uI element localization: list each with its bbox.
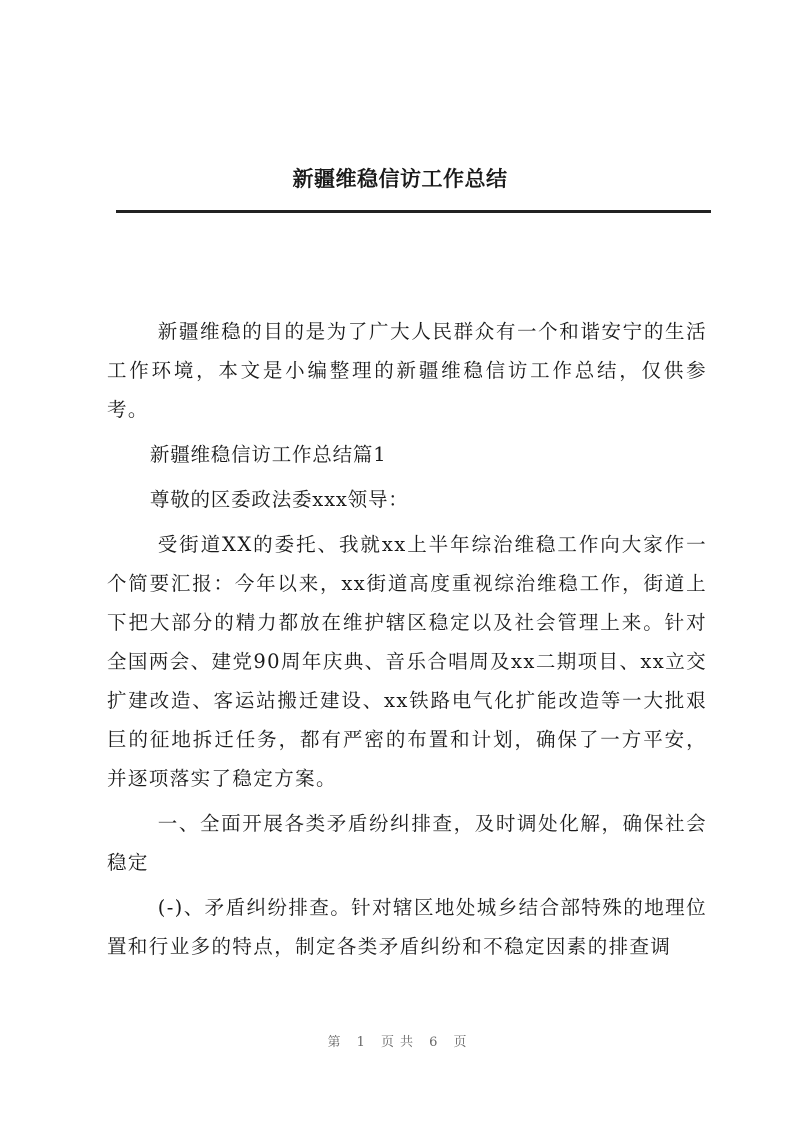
document-body <box>107 312 707 972</box>
report-paragraph: 受街道XX的委托、我就xx上半年综治维稳工作向大家作一个简要汇报：今年以来，xx街道高度重视综治维稳工作，街道上下把大部分的精力都放在维护辖区稳定以及社会管理上来。针对全国两会、建党90周年庆典、音乐合唱周及xx二期项目、xx立交扩建改造、客运站搬迁建设、xx铁路电气化扩能改造等一大批艰巨的征地拆迁任务，都有严密的布置和计划，确保了一方平安，并逐项落实了稳定方案。 <box>107 533 707 790</box>
salutation: 尊敬的区委政法委xxx领导： <box>149 488 409 511</box>
dispute-paragraph: (-)、矛盾纠纷排查。针对辖区地处城乡结合部特殊的地理位置和行业多的特点，制定各类矛盾纠纷和不稳定因素的排查调 <box>107 896 707 958</box>
page-title: 新疆维稳信访工作总结 <box>292 167 508 191</box>
page-number: 第 1 页共 6 页 <box>327 1035 473 1050</box>
section-heading: 新疆维稳信访工作总结篇1 <box>149 443 387 466</box>
intro-paragraph: 新疆维稳的目的是为了广大人民群众有一个和谐安宁的生活工作环境，本文是小编整理的新疆维稳信访工作总结，仅供参考。 <box>107 320 707 421</box>
title-divider <box>116 210 711 213</box>
subsection-heading: 一、全面开展各类矛盾纷纠排查，及时调处化解，确保社会稳定 <box>107 812 707 874</box>
